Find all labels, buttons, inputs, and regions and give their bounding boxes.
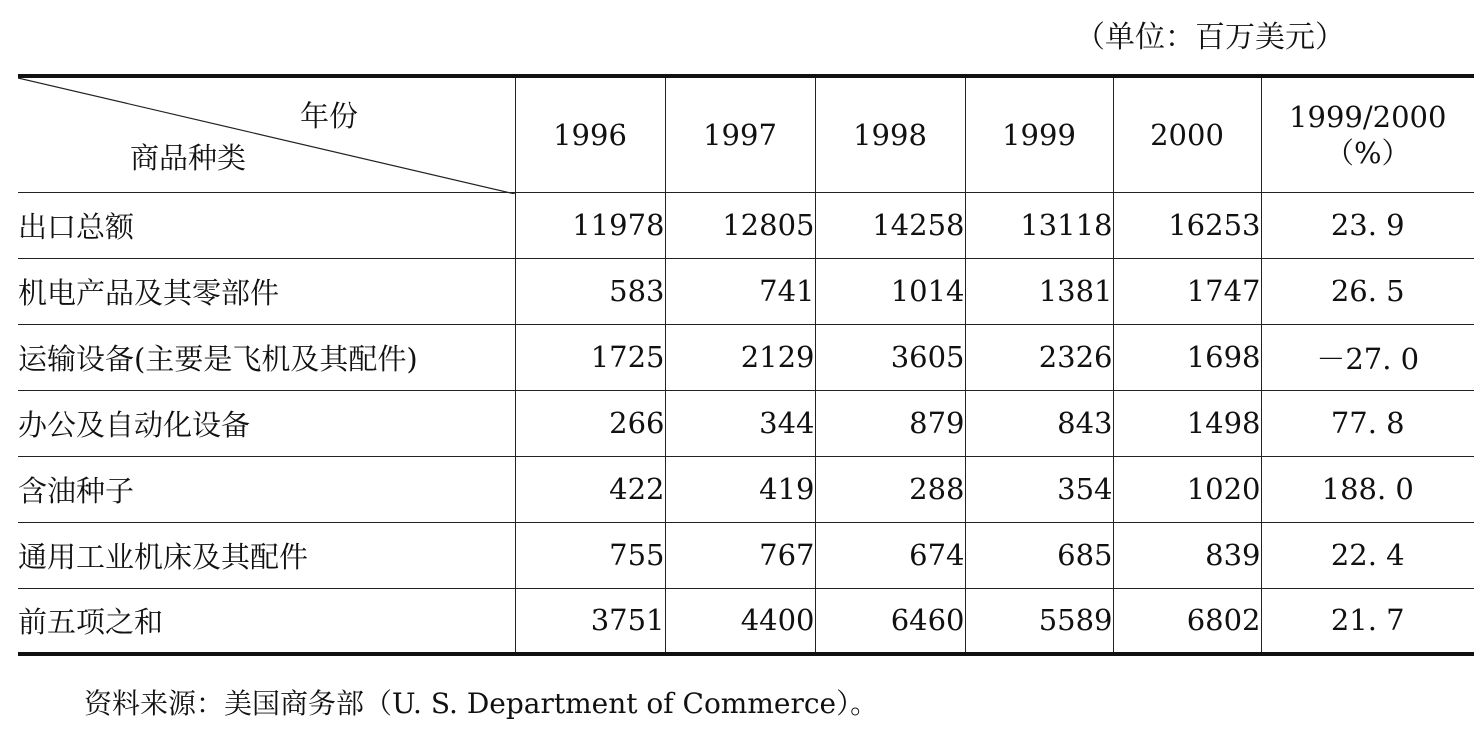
cell-value: 288 <box>815 456 965 522</box>
cell-value: 1698 <box>1113 324 1261 390</box>
cell-value: 419 <box>665 456 815 522</box>
cell-value: 12805 <box>665 192 815 258</box>
cell-value: 354 <box>965 456 1113 522</box>
cell-value: 4400 <box>665 588 815 654</box>
cell-value: 13118 <box>965 192 1113 258</box>
cell-pct: 23. 9 <box>1261 192 1474 258</box>
cell-value: 879 <box>815 390 965 456</box>
row-category: 办公及自动化设备 <box>18 390 515 456</box>
row-category: 出口总额 <box>18 192 515 258</box>
cell-pct: 22. 4 <box>1261 522 1474 588</box>
export-table <box>18 74 1474 656</box>
table-row <box>18 588 1474 654</box>
header-row <box>18 76 1474 192</box>
cell-value: 1020 <box>1113 456 1261 522</box>
cell-value: 16253 <box>1113 192 1261 258</box>
cell-value: 1381 <box>965 258 1113 324</box>
table-row <box>18 522 1474 588</box>
cell-value: 344 <box>665 390 815 456</box>
cell-value: 741 <box>665 258 815 324</box>
table-row <box>18 192 1474 258</box>
cell-value: 1725 <box>515 324 665 390</box>
cell-value: 685 <box>965 522 1113 588</box>
table-row <box>18 258 1474 324</box>
cell-value: 767 <box>665 522 815 588</box>
cell-value: 1747 <box>1113 258 1261 324</box>
cell-value: 3605 <box>815 324 965 390</box>
cell-value: 583 <box>515 258 665 324</box>
cell-value: 422 <box>515 456 665 522</box>
cell-pct: －27. 0 <box>1261 324 1474 390</box>
header-year-1997: 1997 <box>665 76 815 192</box>
cell-value: 843 <box>965 390 1113 456</box>
header-pct-line2: （%） <box>1324 135 1411 170</box>
cell-pct: 77. 8 <box>1261 390 1474 456</box>
cell-value: 2129 <box>665 324 815 390</box>
header-year-2000: 2000 <box>1113 76 1261 192</box>
cell-pct: 26. 5 <box>1261 258 1474 324</box>
cell-pct: 21. 7 <box>1261 588 1474 654</box>
table-row <box>18 390 1474 456</box>
header-year-1998: 1998 <box>815 76 965 192</box>
header-category-label: 商品种类 <box>130 141 247 175</box>
cell-value: 6460 <box>815 588 965 654</box>
cell-value: 2326 <box>965 324 1113 390</box>
table-row <box>18 324 1474 390</box>
cell-value: 1014 <box>815 258 965 324</box>
header-corner-cell <box>18 76 515 192</box>
cell-value: 5589 <box>965 588 1113 654</box>
cell-value: 755 <box>515 522 665 588</box>
header-pct-change <box>1261 76 1474 192</box>
diagonal-divider <box>18 78 515 194</box>
cell-pct: 188. 0 <box>1261 456 1474 522</box>
cell-value: 11978 <box>515 192 665 258</box>
header-pct-line1: 1999/2000 <box>1289 99 1447 134</box>
cell-value: 839 <box>1113 522 1261 588</box>
row-category: 含油种子 <box>18 456 515 522</box>
cell-value: 14258 <box>815 192 965 258</box>
cell-value: 3751 <box>515 588 665 654</box>
table-row <box>18 456 1474 522</box>
header-year-1996: 1996 <box>515 76 665 192</box>
header-year-label: 年份 <box>300 99 359 133</box>
cell-value: 674 <box>815 522 965 588</box>
cell-value: 266 <box>515 390 665 456</box>
cell-value: 6802 <box>1113 588 1261 654</box>
row-category: 机电产品及其零部件 <box>18 258 515 324</box>
unit-note: （单位：百万美元） <box>1075 20 1345 55</box>
cell-value: 1498 <box>1113 390 1261 456</box>
row-category: 运输设备(主要是飞机及其配件) <box>18 324 515 390</box>
source-note: 资料来源：美国商务部（U. S. Department of Commerce）。 <box>84 687 879 720</box>
header-year-1999: 1999 <box>965 76 1113 192</box>
row-category: 通用工业机床及其配件 <box>18 522 515 588</box>
row-category: 前五项之和 <box>18 588 515 654</box>
